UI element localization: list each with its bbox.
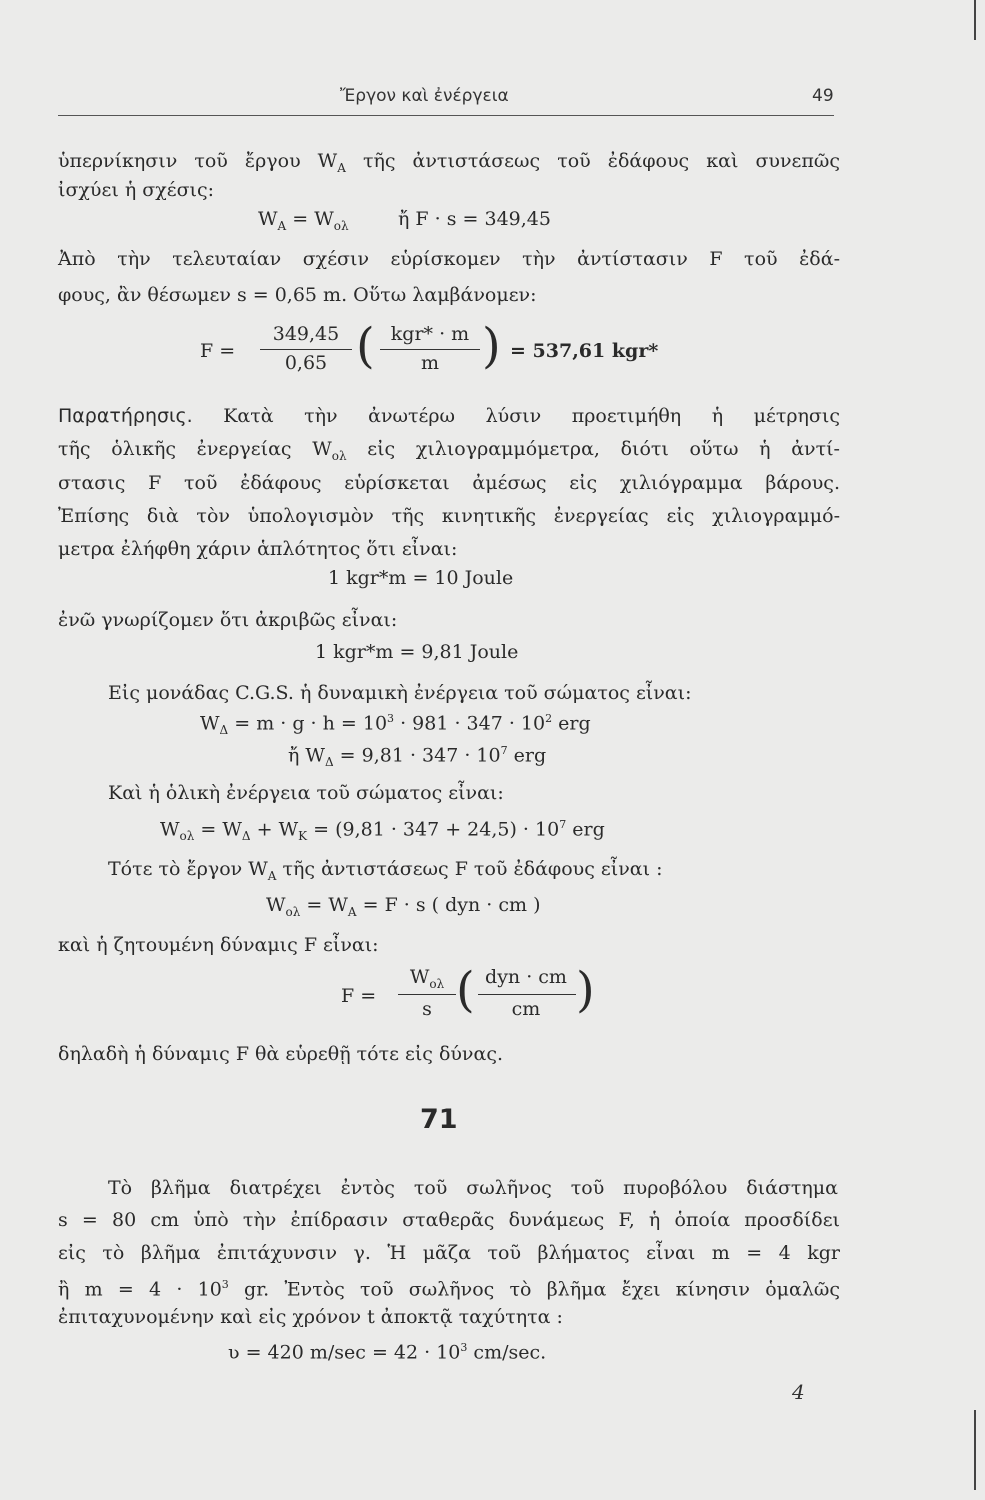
right-paren: ) [576, 962, 595, 1018]
text-line: Ἀπὸ τὴν τελευταίαν σχέσιν εὑρίσκομεν τὴν ἀντίστασιν F τοῦ ἐδά- [58, 248, 840, 270]
equation-work-force: $W_{o\lambda} = W_A = F \cdot s$ ( dyn · cm ) [266, 894, 541, 919]
text-line: ἐνῶ γνωρίζομεν ὅτι ἀκριβῶς εἶναι: [58, 609, 398, 631]
text-line: Ἐπίσης διὰ τὸν ὑπολογισμὸν τῆς κινητικῆς ἐνεργείας εἰς χιλιογραμμό- [58, 505, 840, 527]
running-header-title: Ἔργον καὶ ἐνέργεια [340, 86, 509, 106]
text-line: Παρατήρησις. Κατὰ τὴν ἀνωτέρω λύσιν προετιμήθη ἡ μέτρησις [58, 405, 840, 427]
text-line: τῆς ὁλικῆς ἐνεργείας $W_{o\lambda}$ εἰς χιλιογραμμόμετρα, διότι οὕτω ἡ ἀντί- [58, 438, 840, 463]
equation-work: $W_A = W_{o\lambda}$ [258, 208, 349, 233]
unit-fraction-bar [478, 994, 576, 995]
corner-mark: 4 [792, 1380, 805, 1404]
equation-joule-exact: 1 kgr*m = 9,81 Joule [315, 641, 519, 663]
binding-edge-mark [974, 0, 976, 40]
text-line: ἐπιταχυνομένην καὶ εἰς χρόνον t ἀποκτᾷ ταχύτητα : [58, 1306, 563, 1328]
equation-total-energy: $W_{o\lambda} = W_\Delta + W_K = (9,81 \cdot 347 + 24,5) \cdot 10^7$ erg [160, 818, 605, 844]
unit-fraction-bar [380, 349, 480, 350]
unit-denominator: m [420, 352, 440, 374]
text-line: φους, ἂν θέσωμεν s = 0,65 m. Οὕτω λαμβάνομεν: [58, 284, 537, 306]
text-line: ὑπερνίκησιν τοῦ ἔργου $W_A$ τῆς ἀντιστάσεως τοῦ ἐδάφους καὶ συνεπῶς [58, 150, 841, 175]
header-rule [58, 115, 834, 116]
text-line: Τὸ βλῆμα διατρέχει ἐντὸς τοῦ σωλῆνος τοῦ πυροβόλου διάστημα [108, 1177, 838, 1199]
text-line: Τότε τὸ ἔργον $W_A$ τῆς ἀντιστάσεως F τοῦ ἐδάφους εἶναι : [108, 858, 663, 883]
text-line: μετρα ἐλήφθη χάριν ἁπλότητος ὅτι εἶναι: [58, 538, 458, 560]
equation-velocity: ʋ = 420 $m/\sec = 42 \cdot 10^3$ cm/sec. [228, 1341, 547, 1364]
equation-joule-approx: 1 kgr*m = 10 Joule [328, 567, 514, 589]
fraction-lhs: F = [341, 985, 377, 1007]
text-line: στασις F τοῦ ἐδάφους εὑρίσκεται ἀμέσως εἰς χιλιόγραμμα βάρους. [58, 472, 840, 494]
text-line: δηλαδὴ ἡ δύναμις F θὰ εὑρεθῇ τότε εἰς δύνας. [58, 1043, 503, 1065]
right-paren: ) [482, 318, 501, 374]
left-paren: ( [456, 962, 475, 1018]
fraction-numerator: 349,45 [272, 323, 340, 345]
problem-number: 71 [420, 1104, 458, 1135]
left-paren: ( [356, 318, 375, 374]
page-number: 49 [812, 86, 834, 106]
text-line: καὶ ἡ ζητουμένη δύναμις F εἶναι: [58, 934, 379, 956]
fraction-lhs: F = [200, 340, 236, 362]
fraction-denominator: 0,65 [284, 352, 328, 374]
fraction-result: = 537,61 kgr* [510, 340, 659, 362]
fraction-denominator: s [422, 998, 432, 1020]
unit-numerator: dyn · cm [485, 966, 567, 988]
fraction-bar [398, 994, 456, 995]
text-line: Καὶ ἡ ὁλικὴ ἐνέργεια τοῦ σώματος εἶναι: [108, 782, 504, 804]
equation-potential-energy: $W_\Delta = m \cdot g \cdot h = 10^3 \cdot 981 \cdot 347 \cdot 10^2$ erg [200, 712, 591, 738]
equation-potential-energy-alt: ἤ $W_\Delta = 9,81 \cdot 347 \cdot 10^7$ erg [288, 744, 547, 770]
unit-numerator: kgr* · m [390, 323, 470, 345]
fraction-numerator: $W_{o\lambda}$ [409, 966, 445, 991]
unit-denominator: cm [511, 998, 541, 1020]
text-line: Εἰς μονάδας C.G.S. ἡ δυναμικὴ ἐνέργεια τοῦ σώματος εἶναι: [108, 682, 692, 704]
equation-force-distance: ἤ F · s = 349,45 [398, 208, 551, 230]
text-line: ἢ $m = 4 \cdot 10^3$ gr. Ἐντὸς τοῦ σωλῆνος τὸ βλῆμα ἔχει κίνησιν ὁμαλῶς [58, 1278, 841, 1301]
binding-edge-mark [974, 1410, 976, 1490]
text-line: εἰς τὸ βλῆμα ἐπιτάχυνσιν γ. Ἡ μᾶζα τοῦ βλήματος εἶναι m = 4 kgr [58, 1242, 840, 1264]
text-line: ἰσχύει ἡ σχέσις: [58, 179, 215, 201]
fraction-bar [260, 349, 352, 350]
text-line: s = 80 cm ὑπὸ τὴν ἐπίδρασιν σταθερᾶς δυνάμεως F, ἡ ὁποία προσδίδει [58, 1209, 840, 1231]
